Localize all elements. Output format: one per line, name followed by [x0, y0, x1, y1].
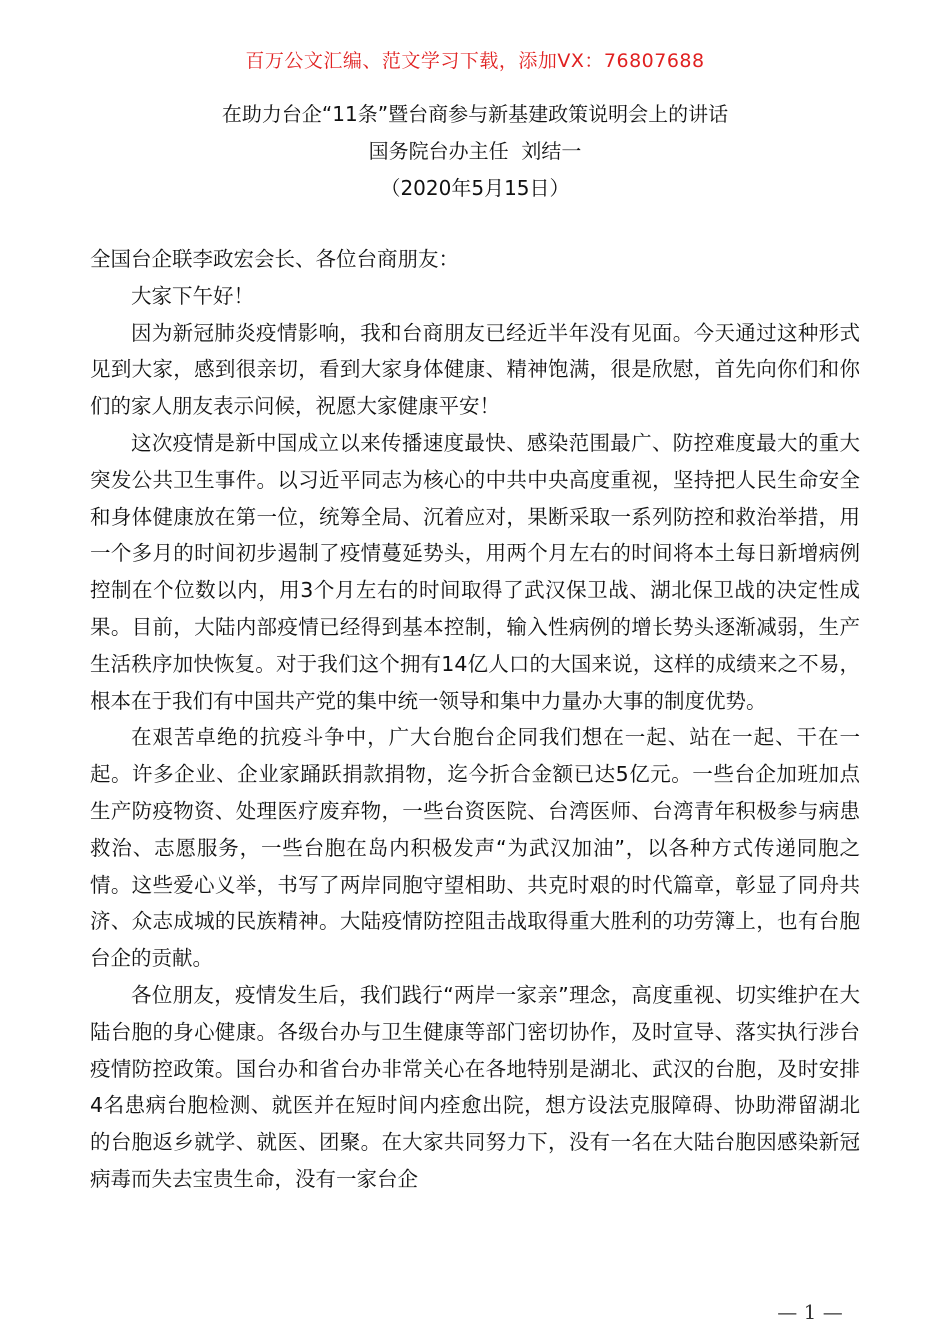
- salutation: 全国台企联李政宏会长、各位台商朋友：: [90, 247, 459, 271]
- page-number: — 1 —: [777, 1300, 843, 1324]
- title-block: [0, 96, 950, 207]
- speech-title: 在助力台企“11条”暨台商参与新基建政策说明会上的讲话: [221, 102, 729, 126]
- promo-banner: 百万公文汇编、范文学习下载，添加VX：76807688: [245, 50, 705, 72]
- speech-date: （2020年5月15日）: [380, 176, 570, 200]
- speech-body: [90, 241, 860, 1198]
- speaker-line: 国务院台办主任 刘结一: [368, 139, 582, 163]
- paragraph: 各位朋友，疫情发生后，我们践行“两岸一家亲”理念，高度重视、切实维护在大陆台胞的身心健康。各级台办与卫生健康等部门密切协作，及时宣导、落实执行涉台疫情防控政策。国台办和省台办非常关心在各地特别是湖北、武汉的台胞，及时安排4名患病台胞检测、就医并在短时间内痊愈出院，想方设法克服障碍、协助滞留湖北的台胞返乡就学、就医、团聚。在大家共同努力下，没有一名在大陆台胞因感染新冠病毒而失去宝贵生命，没有一家台企: [90, 982, 860, 1191]
- paragraph: 大家下午好！: [131, 283, 254, 308]
- paragraph: 在艰苦卓绝的抗疫斗争中，广大台胞台企同我们想在一起、站在一起、干在一起。许多企业、企业家踊跃捐款捐物，迄今折合金额已达5亿元。一些台企加班加点生产防疫物资、处理医疗废弃物，一些台资医院、台湾医师、台湾青年积极参与病患救治、志愿服务，一些台胞在岛内积极发声“为武汉加油”，以各种方式传递同胞之情。这些爱心义举，书写了两岸同胞守望相助、共克时艰的时代篇章，彰显了同舟共济、众志成城的民族精神。大陆疫情防控阻击战取得重大胜利的功劳簿上，也有台胞台企的贡献。: [90, 725, 860, 971]
- paragraph: 这次疫情是新中国成立以来传播速度最快、感染范围最广、防控难度最大的重大突发公共卫生事件。以习近平同志为核心的中共中央高度重视，坚持把人民生命安全和身体健康放在第一位，统筹全局、沉着应对，果断采取一系列防控和救治举措，用一个多月的时间初步遏制了疫情蔓延势头，用两个月左右的时间将本土每日新增病例控制在个位数以内，用3个月左右的时间取得了武汉保卫战、湖北保卫战的决定性成果。目前，大陆内部疫情已经得到基本控制，输入性病例的增长势头逐渐减弱，生产生活秩序加快恢复。对于我们这个拥有14亿人口的大国来说，这样的成绩来之不易，根本在于我们有中国共产党的集中统一领导和集中力量办大事的制度优势。: [90, 430, 860, 713]
- paragraph: 因为新冠肺炎疫情影响，我和台商朋友已经近半年没有见面。今天通过这种形式见到大家，感到很亲切，看到大家身体健康、精神饱满，很是欣慰，首先向你们和你们的家人朋友表示问候，祝愿大家健康平安！: [90, 320, 860, 419]
